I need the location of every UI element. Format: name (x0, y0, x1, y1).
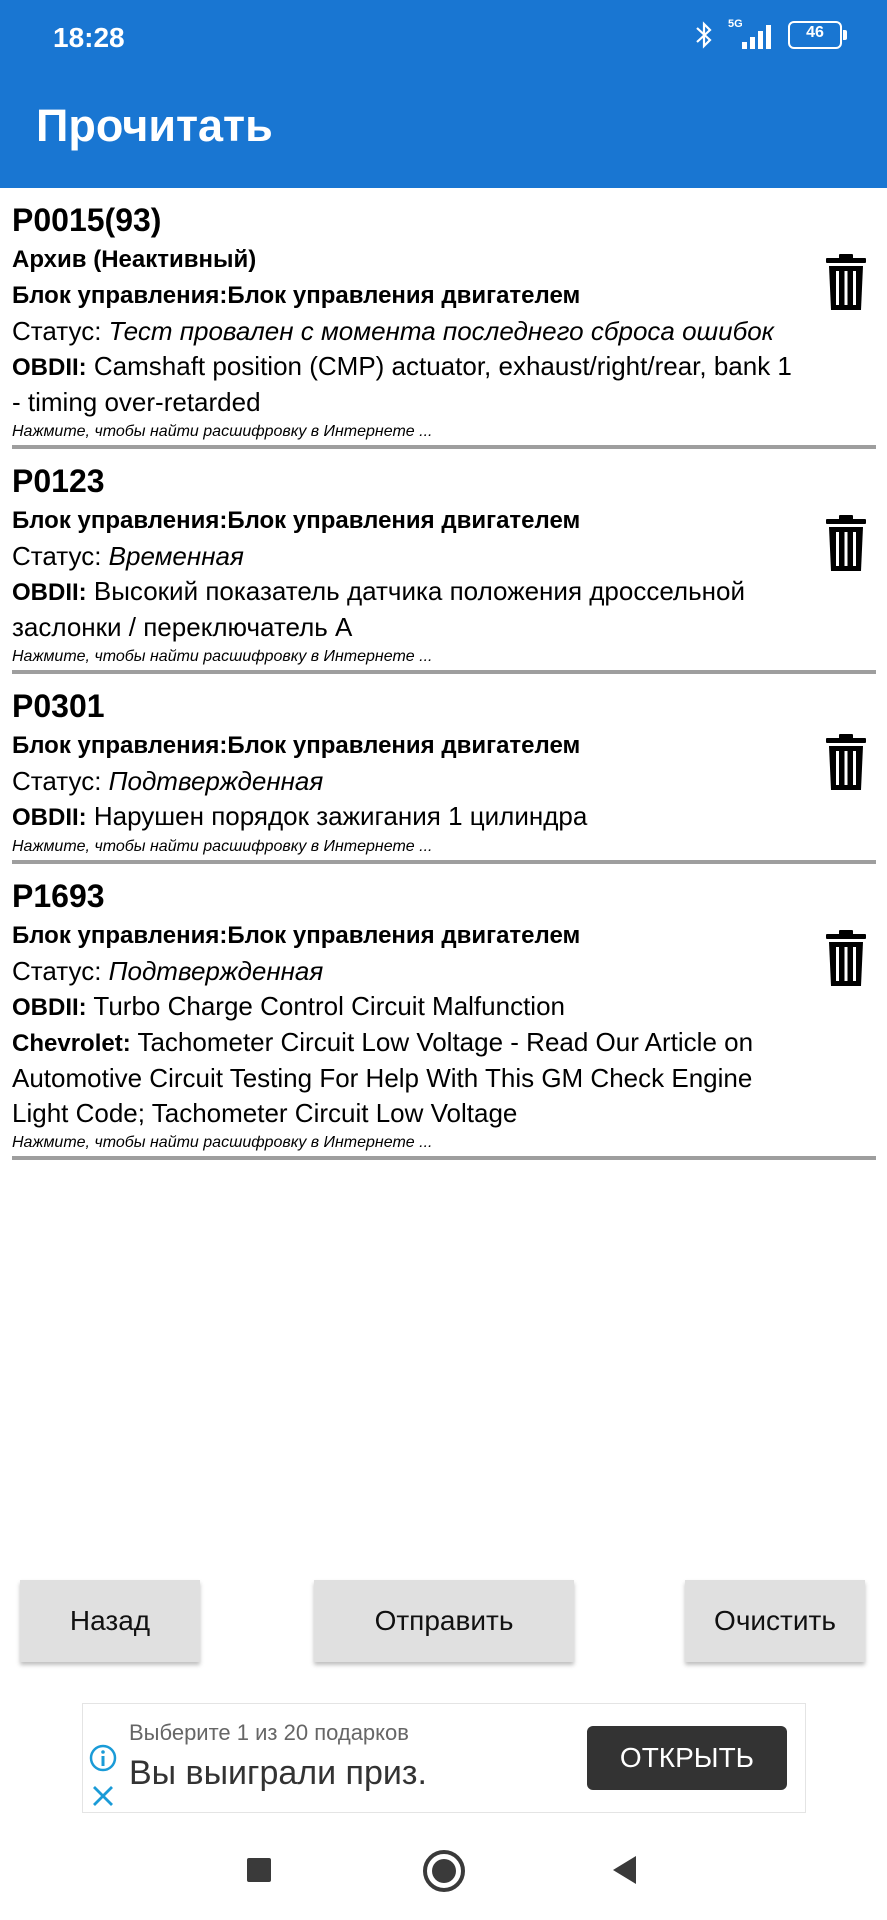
archive-label: Архив (Неактивный) (12, 246, 257, 273)
trash-icon[interactable] (824, 930, 868, 988)
control-unit: Блок управления:Блок управления двигателем (12, 732, 581, 759)
trash-icon[interactable] (824, 254, 868, 312)
manufacturer-label: Chevrolet: (12, 1030, 131, 1057)
obd-label: OBDII: (12, 804, 87, 831)
status-value: Подтвержденная (108, 766, 324, 796)
list-item-p0301[interactable] (12, 674, 876, 864)
status-line (12, 764, 792, 799)
status-value: Временная (108, 541, 244, 571)
back-button[interactable]: Назад (20, 1580, 200, 1662)
signal-icon (726, 20, 776, 50)
status-label: Статус: (12, 316, 109, 346)
search-online-link[interactable]: Нажмите, чтобы найти расшифровку в Интернете ... (12, 838, 433, 855)
obd-text: Turbo Charge Control Circuit Malfunction (86, 991, 565, 1021)
control-unit: Блок управления:Блок управления двигателем (12, 922, 581, 949)
error-code: P0301 (12, 688, 105, 724)
ad-open-button[interactable]: ОТКРЫТЬ (587, 1726, 787, 1790)
obd-description (12, 574, 792, 645)
ad-title: Вы выиграли приз. (129, 1754, 427, 1792)
divider (12, 1156, 876, 1160)
network-label: 5G (728, 18, 743, 30)
obd-text: Camshaft position (CMP) actuator, exhaust/right/rear, bank 1 - timing over-retarded (12, 351, 792, 417)
error-code: P1693 (12, 878, 105, 914)
send-button[interactable]: Отправить (314, 1580, 574, 1662)
search-online-link[interactable]: Нажмите, чтобы найти расшифровку в Интернете ... (12, 423, 433, 440)
recents-icon[interactable] (245, 1856, 273, 1884)
manufacturer-text: Tachometer Circuit Low Voltage - Read Our Article on Automotive Circuit Testing For Help With This GM Check Engine Light Code; Tachometer Circuit Low Voltage (12, 1027, 754, 1128)
ad-subtitle: Выберите 1 из 20 подарков (129, 1720, 409, 1745)
app-bar (0, 0, 887, 188)
list-item-p0015[interactable] (12, 188, 876, 449)
error-code: P0123 (12, 463, 105, 499)
trash-icon[interactable] (824, 734, 868, 792)
status-line (12, 954, 792, 989)
status-icons (694, 20, 842, 50)
status-line (12, 539, 792, 574)
navigation-bar (0, 1816, 887, 1920)
obd-text: Высокий показатель датчика положения дроссельной заслонки / переключатель A (12, 576, 745, 642)
error-code-list (12, 188, 876, 1160)
obd-label: OBDII: (12, 354, 87, 381)
back-icon[interactable] (610, 1854, 640, 1886)
battery-icon (788, 21, 842, 49)
list-item-p1693[interactable] (12, 864, 876, 1160)
obd-label: OBDII: (12, 994, 87, 1021)
error-code: P0015(93) (12, 202, 162, 238)
clear-button[interactable]: Очистить (685, 1580, 865, 1662)
control-unit: Блок управления:Блок управления двигателем (12, 282, 581, 309)
status-label: Статус: (12, 956, 109, 986)
manufacturer-description (12, 1025, 792, 1131)
page-title: Прочитать (36, 100, 273, 151)
obd-description (12, 799, 792, 835)
obd-description (12, 989, 792, 1025)
home-icon[interactable] (422, 1849, 466, 1893)
info-icon[interactable] (89, 1744, 117, 1772)
battery-level: 46 (806, 24, 824, 41)
list-item-p0123[interactable] (12, 449, 876, 674)
search-online-link[interactable]: Нажмите, чтобы найти расшифровку в Интернете ... (12, 1134, 433, 1151)
close-icon[interactable] (91, 1784, 115, 1808)
status-value: Тест провален с момента последнего сброса ошибок (108, 316, 774, 346)
control-unit: Блок управления:Блок управления двигателем (12, 507, 581, 534)
obd-label: OBDII: (12, 579, 87, 606)
search-online-link[interactable]: Нажмите, чтобы найти расшифровку в Интернете ... (12, 648, 433, 665)
bluetooth-icon (694, 20, 714, 50)
status-line (12, 314, 792, 349)
status-time: 18:28 (53, 22, 125, 53)
obd-description (12, 349, 792, 420)
status-label: Статус: (12, 766, 109, 796)
status-value: Подтвержденная (108, 956, 324, 986)
obd-text: Нарушен порядок зажигания 1 цилиндра (86, 801, 588, 831)
status-label: Статус: (12, 541, 109, 571)
ad-banner[interactable] (82, 1703, 806, 1813)
trash-icon[interactable] (824, 515, 868, 573)
